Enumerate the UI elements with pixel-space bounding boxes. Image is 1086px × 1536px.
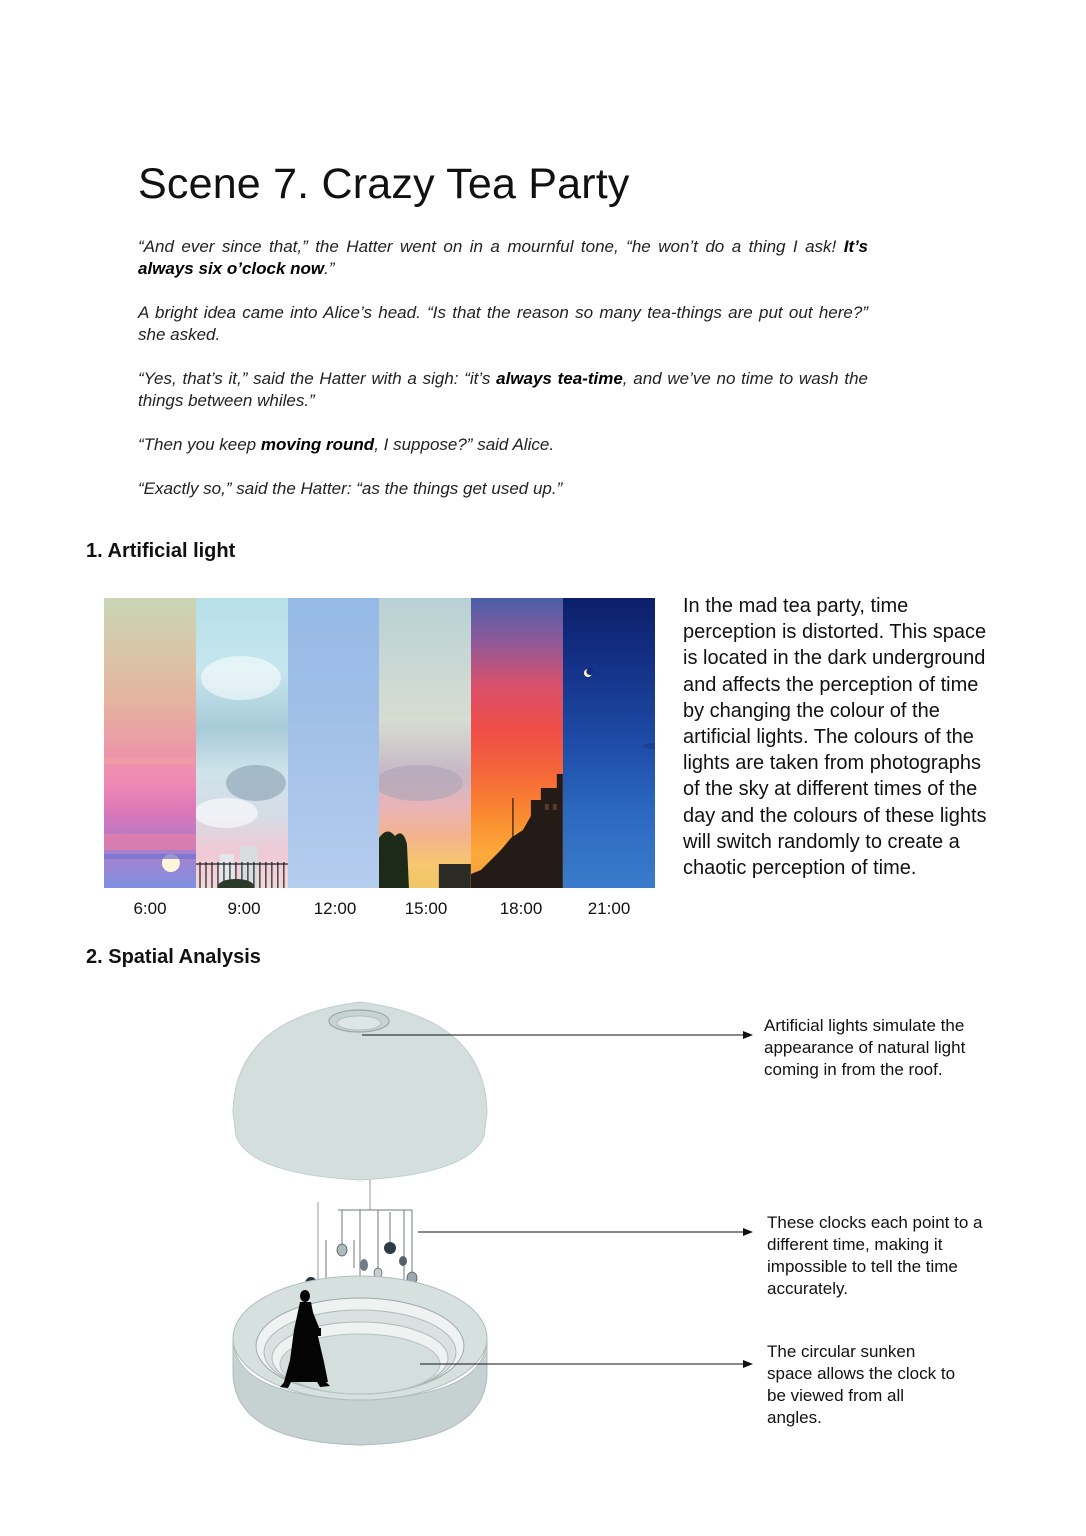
time-label: 15:00 [404,899,448,918]
time-label: 18:00 [499,899,543,918]
time-label: 9:00 [227,899,261,918]
sky-photo-3pm [379,598,471,888]
time-label: 6:00 [133,899,167,918]
clock-icon [360,1259,368,1271]
time-labels [104,899,664,921]
time-label: 21:00 [587,899,631,918]
sky-colour-strip [104,598,655,888]
section-heading-artificial-light: 1. Artificial light [86,540,236,562]
time-label: 12:00 [313,899,357,918]
annotation-sunken-space: The circular sunken space allows the clock to be viewed from all angles. [767,1342,956,1427]
sky-photo-12pm [288,598,380,888]
dome-roof [233,1002,487,1180]
sunken-circular-base [233,1276,487,1445]
sky-photo-6pm [471,598,563,888]
quote-paragraph: “Yes, that’s it,” said the Hatter with a sigh: “it’s always tea-time, and we’ve no time to wash the things between whiles.” [138,369,868,410]
quote-paragraph: A bright idea came into Alice’s head. “Is that the reason so many tea-things are put out here?” she asked. [138,303,868,344]
quote-paragraph: “And ever since that,” the Hatter went on in a mournful tone, “he won’t do a thing I ask! It’s always six o’clock now.” [138,237,868,278]
artificial-light-description: In the mad tea party, time perception is distorted. This space is located in the dark underground and affects the perception of time by changing the colour of the artificial lights. The colours of the lights are taken from photographs of the sky at different times of the day and the colours of these lights will switch randomly to create a chaotic perception of time. [683,595,987,880]
clock-icon [337,1244,347,1256]
quote-paragraph: “Then you keep moving round, I suppose?” said Alice. [138,435,555,454]
section-heading-spatial-analysis: 2. Spatial Analysis [86,946,261,968]
quote-paragraph: “Exactly so,” said the Hatter: “as the things get used up.” [138,479,563,498]
page-title: Scene 7. Crazy Tea Party [138,160,630,208]
clock-icon [384,1242,396,1254]
sky-photo-9am [196,598,288,888]
sky-photo-6am [104,598,196,888]
annotation-roof-lights: Artificial lights simulate the appearance of natural light coming in from the roof. [764,1016,966,1079]
sky-photo-9pm [563,598,655,888]
annotation-clocks: These clocks each point to a different time, making it impossible to tell the time accurately. [767,1213,983,1298]
clock-icon [399,1256,407,1266]
